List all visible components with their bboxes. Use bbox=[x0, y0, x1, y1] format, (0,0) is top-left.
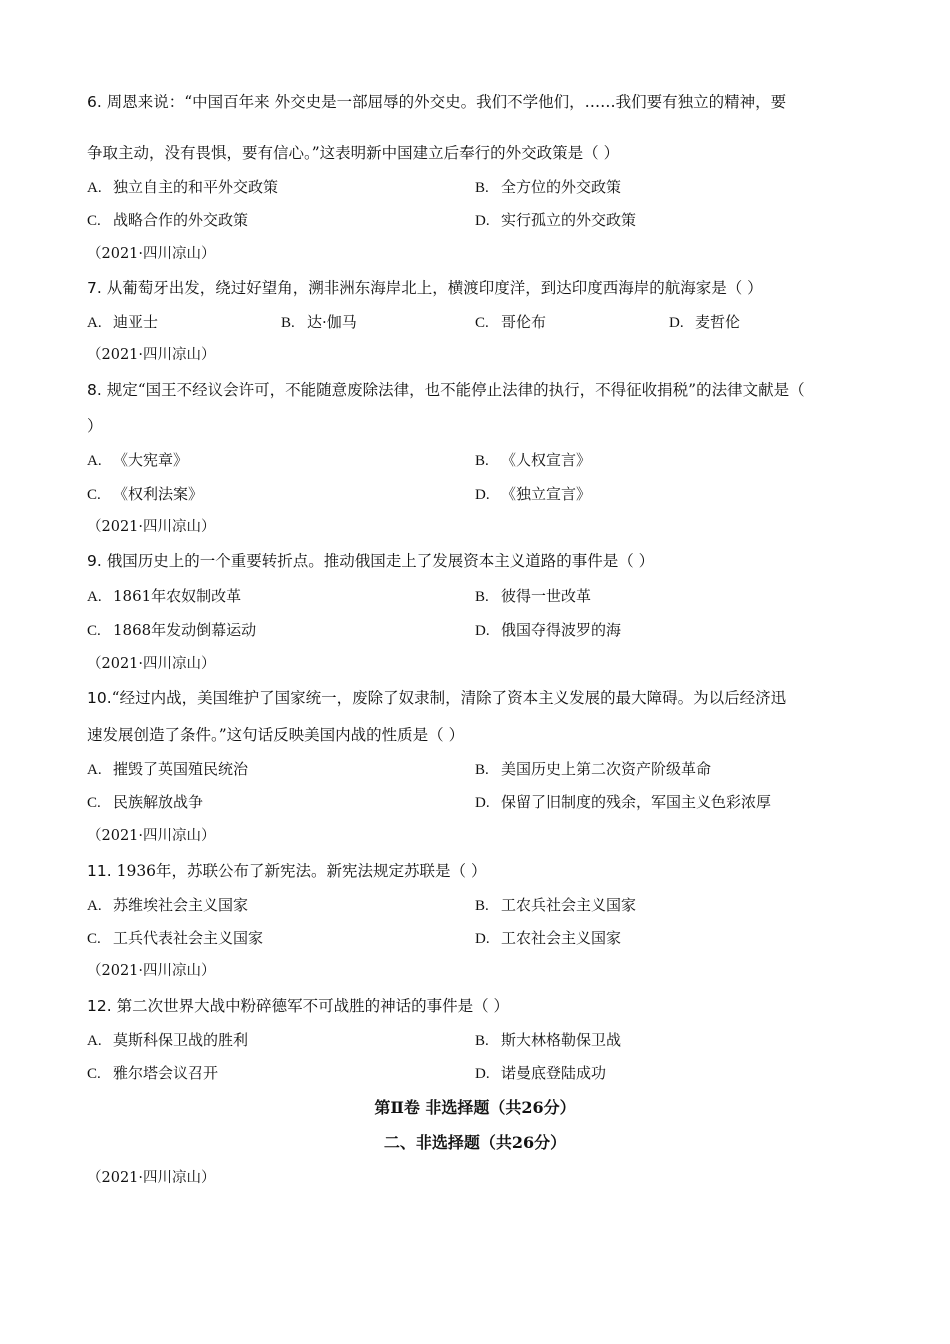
option-b[interactable] bbox=[475, 1030, 621, 1051]
option-c[interactable] bbox=[87, 210, 248, 231]
question-text: 速发展创造了条件。”这句话反映美国内战的性质是（ ） bbox=[87, 726, 465, 744]
option-b[interactable] bbox=[281, 312, 357, 333]
option-text: 工农社会主义国家 bbox=[501, 929, 622, 947]
question-text: “经过内战，美国维护了国家统一，废除了奴隶制，清除了资本主义发展的最大障碍。为以后经济迅 bbox=[111, 689, 787, 707]
option-letter: D. bbox=[475, 931, 490, 947]
question-text: ） bbox=[87, 417, 103, 435]
question-number: 9. bbox=[87, 552, 102, 570]
option-letter: D. bbox=[475, 213, 490, 229]
option-letter: B. bbox=[475, 1033, 489, 1049]
option-letter: A. bbox=[87, 315, 102, 331]
question-11-options-row-2 bbox=[87, 928, 863, 948]
option-text: 美国历史上第二次资产阶级革命 bbox=[501, 760, 712, 778]
option-text: 彼得一世改革 bbox=[501, 587, 592, 605]
option-letter: D. bbox=[475, 1066, 490, 1082]
option-letter: A. bbox=[87, 1033, 102, 1049]
question-8-line-2 bbox=[87, 416, 863, 436]
option-letter: C. bbox=[87, 487, 101, 503]
question-text: 争取主动，没有畏惧，要有信心。”这表明新中国建立后奉行的外交政策是（ ） bbox=[87, 144, 620, 162]
option-a[interactable] bbox=[87, 1030, 248, 1051]
question-text: 俄国历史上的一个重要转折点。推动俄国走上了发展资本主义道路的事件是（ ） bbox=[106, 552, 655, 570]
option-letter: D. bbox=[669, 315, 684, 331]
question-8-source: （2021·四川凉山） bbox=[87, 347, 216, 363]
option-text: 1868年发动倒幕运动 bbox=[113, 621, 257, 639]
option-d[interactable] bbox=[475, 1063, 606, 1084]
option-letter: A. bbox=[87, 762, 102, 778]
option-text: 《独立宣言》 bbox=[501, 485, 592, 503]
option-letter: B. bbox=[475, 762, 489, 778]
option-c[interactable] bbox=[87, 620, 256, 641]
option-text: 战略合作的外交政策 bbox=[113, 211, 249, 229]
option-text: 摧毁了英国殖民统治 bbox=[113, 760, 249, 778]
question-11-options-row-1 bbox=[87, 895, 863, 915]
question-6-options-row-2 bbox=[87, 210, 863, 230]
option-text: 俄国夺得波罗的海 bbox=[501, 621, 622, 639]
option-text: 达·伽马 bbox=[307, 313, 357, 331]
option-text: 迪亚士 bbox=[113, 313, 159, 331]
option-text: 《权利法案》 bbox=[113, 485, 204, 503]
question-12-options-row-1 bbox=[87, 1030, 863, 1050]
option-b[interactable] bbox=[475, 759, 711, 780]
question-12-source: （2021·四川凉山） bbox=[87, 963, 216, 979]
question-text: 从葡萄牙出发，绕过好望角，溯非洲东海岸北上，横渡印度洋，到达印度西海岸的航海家是（ ） bbox=[106, 279, 763, 297]
question-11-line-1 bbox=[87, 861, 863, 881]
option-letter: A. bbox=[87, 453, 102, 469]
question-8-options-row-1 bbox=[87, 450, 863, 470]
option-letter: C. bbox=[475, 315, 489, 331]
question-7-source: （2021·四川凉山） bbox=[87, 246, 216, 262]
option-letter: D. bbox=[475, 623, 490, 639]
option-c[interactable] bbox=[87, 1063, 218, 1084]
question-6-options-row-1 bbox=[87, 177, 863, 197]
option-text: 全方位的外交政策 bbox=[501, 178, 622, 196]
option-text: 诺曼底登陆成功 bbox=[501, 1064, 607, 1082]
option-d[interactable] bbox=[475, 792, 771, 813]
option-a[interactable] bbox=[87, 450, 188, 471]
option-a[interactable] bbox=[87, 586, 241, 607]
option-letter: B. bbox=[475, 589, 489, 605]
question-12-options-row-2 bbox=[87, 1063, 863, 1083]
option-letter: D. bbox=[475, 795, 490, 811]
option-letter: C. bbox=[87, 931, 101, 947]
option-letter: B. bbox=[475, 180, 489, 196]
question-text: 周恩来说：“中国百年来 外交史是一部屈辱的外交史。我们不学他们，……我们要有独立的精神，要 bbox=[106, 93, 787, 111]
question-10-line-1 bbox=[87, 688, 863, 708]
option-d[interactable] bbox=[475, 620, 621, 641]
option-text: 实行孤立的外交政策 bbox=[501, 211, 637, 229]
question-number: 7. bbox=[87, 279, 102, 297]
option-a[interactable] bbox=[87, 759, 248, 780]
option-text: 保留了旧制度的残余，军国主义色彩浓厚 bbox=[501, 793, 772, 811]
option-letter: B. bbox=[281, 315, 295, 331]
option-d[interactable] bbox=[669, 312, 740, 333]
option-letter: A. bbox=[87, 898, 102, 914]
option-d[interactable] bbox=[475, 928, 621, 949]
question-12-line-1 bbox=[87, 996, 863, 1016]
option-d[interactable] bbox=[475, 210, 636, 231]
option-text: 苏维埃社会主义国家 bbox=[113, 896, 249, 914]
question-10-options-row-1 bbox=[87, 759, 863, 779]
question-11-source: （2021·四川凉山） bbox=[87, 828, 216, 844]
question-number: 6. bbox=[87, 93, 102, 111]
option-letter: A. bbox=[87, 589, 102, 605]
question-number: 8. bbox=[87, 381, 102, 399]
option-text: 斯大林格勒保卫战 bbox=[501, 1031, 622, 1049]
option-letter: D. bbox=[475, 487, 490, 503]
option-letter: C. bbox=[87, 213, 101, 229]
option-letter: B. bbox=[475, 898, 489, 914]
option-letter: C. bbox=[87, 1066, 101, 1082]
question-9-options-row-1 bbox=[87, 586, 863, 606]
question-6-line-1 bbox=[87, 92, 863, 112]
option-b[interactable] bbox=[475, 177, 621, 198]
option-text: 雅尔塔会议召开 bbox=[113, 1064, 219, 1082]
option-a[interactable] bbox=[87, 312, 158, 333]
option-a[interactable] bbox=[87, 177, 278, 198]
option-text: 莫斯科保卫战的胜利 bbox=[113, 1031, 249, 1049]
question-10-source: （2021·四川凉山） bbox=[87, 656, 216, 672]
question-8-line-1 bbox=[87, 380, 863, 400]
option-b[interactable] bbox=[475, 450, 591, 471]
question-number: 12. bbox=[87, 997, 112, 1015]
question-text: 第二次世界大战中粉碎德军不可战胜的神话的事件是（ ） bbox=[116, 997, 510, 1015]
option-b[interactable] bbox=[475, 895, 636, 916]
section-part-title: 二、非选择题（共26分） bbox=[383, 1133, 567, 1152]
question-text: 1936年，苏联公布了新宪法。新宪法规定苏联是（ ） bbox=[116, 862, 487, 880]
final-source: （2021·四川凉山） bbox=[87, 1170, 216, 1186]
option-a[interactable] bbox=[87, 895, 248, 916]
option-c[interactable] bbox=[87, 484, 203, 505]
question-text: 规定“国王不经议会许可，不能随意废除法律，也不能停止法律的执行，不得征收捐税”的法律文献是（ bbox=[106, 381, 805, 399]
question-9-line-1 bbox=[87, 551, 863, 571]
option-text: 民族解放战争 bbox=[113, 793, 204, 811]
question-10-line-2 bbox=[87, 725, 863, 745]
option-text: 哥伦布 bbox=[501, 313, 547, 331]
question-9-options-row-2 bbox=[87, 620, 863, 640]
question-6-line-2 bbox=[87, 143, 863, 163]
option-text: 麦哲伦 bbox=[695, 313, 741, 331]
option-letter: C. bbox=[87, 623, 101, 639]
question-number: 11. bbox=[87, 862, 112, 880]
option-c[interactable] bbox=[475, 312, 546, 333]
option-letter: C. bbox=[87, 795, 101, 811]
option-text: 1861年农奴制改革 bbox=[113, 587, 242, 605]
option-letter: B. bbox=[475, 453, 489, 469]
option-text: 独立自主的和平外交政策 bbox=[113, 178, 279, 196]
option-text: 工兵代表社会主义国家 bbox=[113, 929, 264, 947]
question-9-source: （2021·四川凉山） bbox=[87, 519, 216, 535]
section-volume-title: 第Ⅱ卷 非选择题（共26分） bbox=[374, 1098, 576, 1117]
option-c[interactable] bbox=[87, 792, 203, 813]
option-text: 工农兵社会主义国家 bbox=[501, 896, 637, 914]
option-c[interactable] bbox=[87, 928, 263, 949]
question-10-options-row-2 bbox=[87, 792, 863, 812]
question-number: 10. bbox=[87, 689, 112, 707]
option-d[interactable] bbox=[475, 484, 591, 505]
option-text: 《大宪章》 bbox=[113, 451, 189, 469]
question-7-line-1 bbox=[87, 278, 863, 298]
question-8-options-row-2 bbox=[87, 484, 863, 504]
option-letter: A. bbox=[87, 180, 102, 196]
option-text: 《人权宣言》 bbox=[501, 451, 592, 469]
question-7-options-row bbox=[87, 312, 863, 332]
option-b[interactable] bbox=[475, 586, 591, 607]
